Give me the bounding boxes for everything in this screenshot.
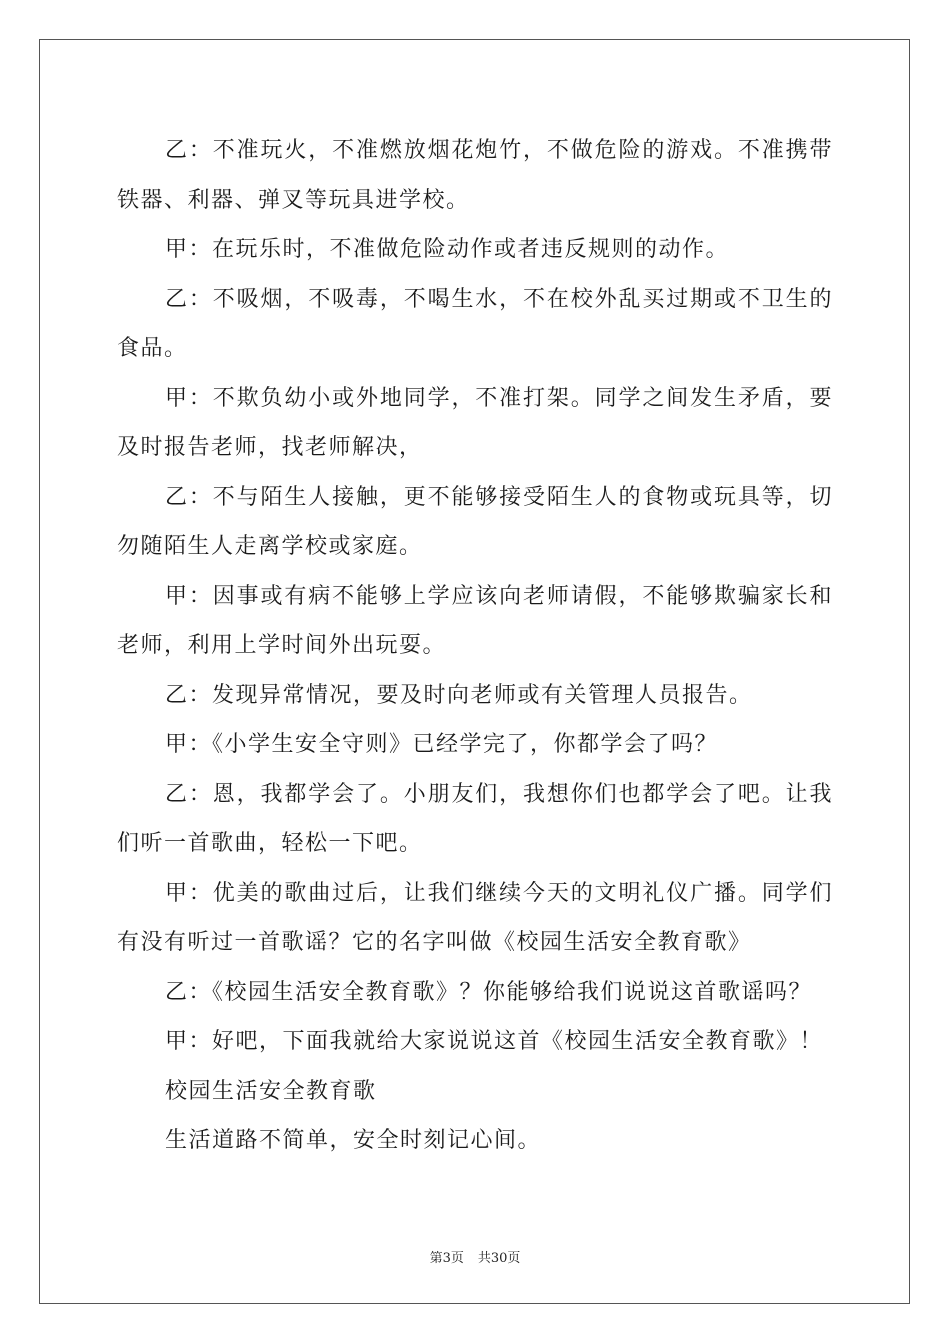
document-body <box>117 126 833 1166</box>
paragraph: 乙：不与陌生人接触，更不能够接受陌生人的食物或玩具等，切勿随陌生人走离学校或家庭。 <box>117 484 833 559</box>
page-footer <box>0 1247 950 1266</box>
paragraph: 乙：《校园生活安全教育歌》？你能够给我们说说这首歌谣吗？ <box>165 979 813 1005</box>
paragraph: 甲：好吧，下面我就给大家说说这首《校园生活安全教育歌》！ <box>165 1029 824 1054</box>
song-line: 生活道路不简单，安全时刻记心间。 <box>165 1128 542 1153</box>
song-title: 校园生活安全教育歌 <box>165 1078 377 1104</box>
current-page-number: 第3页 <box>429 1251 464 1266</box>
paragraph: 乙：恩，我都学会了。小朋友们，我想你们也都学会了吧。让我们听一首歌曲，轻松一下吧。 <box>117 781 833 856</box>
paragraph: 甲：在玩乐时，不准做危险动作或者违反规则的动作。 <box>165 237 730 262</box>
total-pages: 共30页 <box>477 1251 521 1266</box>
paragraph: 甲：因事或有病不能够上学应该向老师请假，不能够欺骗家长和老师，利用上学时间外出玩耍。 <box>117 583 833 658</box>
paragraph: 甲：《小学生安全守则》已经学完了，你都学会了吗？ <box>165 732 719 757</box>
paragraph: 乙：不吸烟，不吸毒，不喝生水，不在校外乱买过期或不卫生的食品。 <box>117 286 833 361</box>
paragraph: 乙：不准玩火，不准燃放烟花炮竹，不做危险的游戏。不准携带铁器、利器、弹叉等玩具进学校。 <box>117 138 833 213</box>
paragraph: 乙：发现异常情况，要及时向老师或有关管理人员报告。 <box>165 682 753 708</box>
paragraph: 甲：优美的歌曲过后，让我们继续今天的文明礼仪广播。同学们有没有听过一首歌谣？它的名字叫做《校园生活安全教育歌》 <box>117 880 833 955</box>
paragraph: 甲：不欺负幼小或外地同学，不准打架。同学之间发生矛盾，要及时报告老师，找老师解决， <box>117 385 833 460</box>
